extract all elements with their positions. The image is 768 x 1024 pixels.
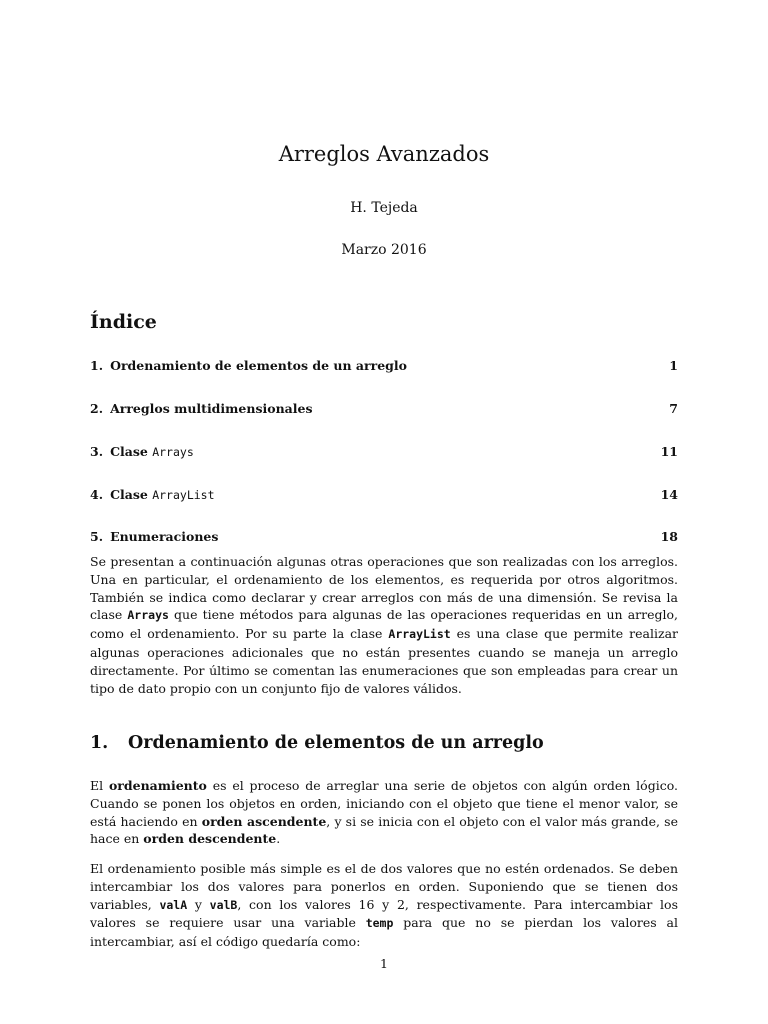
term-ordenamiento: ordenamiento — [108, 778, 207, 793]
toc-entry-text: Clase — [110, 444, 153, 459]
toc-entry-text: Enumeraciones — [110, 529, 219, 544]
toc-entry-5[interactable] — [90, 529, 678, 549]
code-arraylist: ArrayList — [388, 627, 451, 642]
body-paragraph-2: El ordenamiento posible más simple es el de dos valores que no estén ordenados. Se deben intercambiar los dos valores para ponerlos en orden. Suponiendo que se tienen dos variables, valA y valB, con los valores 16 y 2, respectivamente. Para intercambiar los valores se requiere usar una variable temp para que no se pierdan los valores al intercambiar, así el código quedaría como: — [90, 861, 678, 950]
code-valb: valB — [209, 897, 238, 912]
toc-entry-2[interactable] — [90, 401, 678, 421]
term-orden-descendente: orden descendente — [143, 831, 277, 847]
section-number: 1. — [90, 733, 109, 753]
section-title: Ordenamiento de elementos de un arreglo — [128, 733, 544, 753]
toc-entry-number: 4. — [90, 487, 104, 502]
toc-entry-number: 1. — [90, 358, 104, 373]
toc-entry-number: 2. — [90, 401, 104, 416]
toc-heading: Índice — [90, 311, 157, 333]
page-number: 1 — [380, 956, 388, 971]
document-date: Marzo 2016 — [341, 242, 427, 258]
toc-entry-text: Ordenamiento de elementos de un arreglo — [110, 358, 407, 373]
toc-entry-code: Arrays — [152, 445, 194, 459]
toc-entry-1[interactable] — [90, 358, 678, 378]
section-heading — [90, 733, 544, 753]
toc-entry-text: Clase — [110, 487, 153, 502]
toc-entry-text: Arreglos multidimensionales — [110, 401, 313, 416]
term-orden-ascendente: orden ascendente — [201, 813, 327, 829]
toc-entry-4[interactable] — [90, 487, 678, 507]
toc-entry-page: 14 — [660, 487, 678, 502]
code-vala: valA — [159, 897, 188, 912]
toc-entry-code: ArrayList — [152, 488, 215, 502]
toc-entry-page: 18 — [660, 529, 678, 544]
abstract-paragraph: Se presentan a continuación algunas otras operaciones que son realizadas con los arreglos. Una en particular, el ordenamiento de los elementos, es requerida por otros algoritmos. También se indica como declarar y crear arreglos con más de una dimensión. Se revisa la clase Arrays que tiene métodos para algunas de las operaciones requeridas en un arreglo, como el ordenamiento. Por su parte la clase ArrayList es una clase que permite realizar algunas operaciones adicionales que no están presentes cuando se maneja un arreglo directamente. Por último se comentan las enumeraciones que son empleadas para crear un tipo de dato propio con un conjunto fijo de valores válidos. — [90, 554, 678, 696]
toc-entry-3[interactable] — [90, 444, 678, 464]
code-temp: temp — [365, 916, 394, 931]
document-title: Arreglos Avanzados — [278, 142, 490, 166]
toc-entry-page: 1 — [669, 358, 678, 373]
code-arrays: Arrays — [127, 608, 169, 623]
toc-entry-page: 7 — [669, 401, 678, 416]
toc-entry-number: 5. — [90, 529, 104, 544]
toc-entry-page: 11 — [660, 444, 678, 459]
document-author: H. Tejeda — [350, 200, 418, 216]
toc-entry-number: 3. — [90, 444, 104, 459]
body-paragraph-1: El ordenamiento es el proceso de arreglar una serie de objetos con algún orden lógico. Cuando se ponen los objetos en orden, iniciando con el objeto que tiene el menor valor, se está haciendo en orden ascendente, y si se inicia con el objeto con el valor más grande, se hace en orden descendente. — [90, 778, 678, 847]
